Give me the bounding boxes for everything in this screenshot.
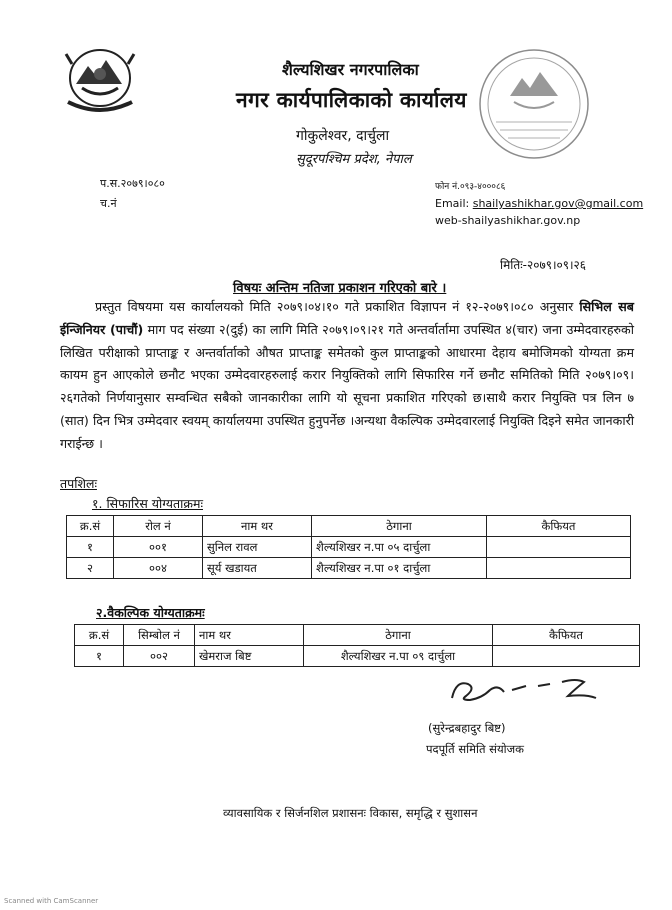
col-header: रोल नं [114, 516, 203, 537]
cell-sn: २ [67, 558, 114, 579]
col-header: ठेगाना [304, 625, 493, 646]
cell-remarks [493, 646, 640, 667]
office-name: नगर कार्यपालिकाको कार्यालय [236, 88, 467, 112]
table-row [75, 646, 640, 667]
col-header: नाम थर [195, 625, 304, 646]
scanner-watermark: Scanned with CamScanner [4, 897, 99, 905]
reference-number: प.स.२०७९।०८० [100, 177, 165, 190]
office-seal-stamp [474, 44, 594, 170]
letter-date: मितिः-२०७९।०९।२६ [500, 258, 587, 272]
nepal-emblem-logo [62, 44, 138, 116]
cell-symbol: ००२ [124, 646, 195, 667]
cell-sn: १ [67, 537, 114, 558]
cell-roll: ००४ [114, 558, 203, 579]
cell-sn: १ [75, 646, 124, 667]
post-title: सिभिल सब ईन्जिनियर (पाचौं) [60, 299, 634, 337]
recommended-candidates-table [66, 515, 631, 579]
table-header-row [75, 625, 640, 646]
phone-number: फोन नं.०९३-४०००८६ [435, 182, 506, 192]
table-row [67, 537, 631, 558]
email-link[interactable]: shailyashikhar.gov@gmail.com [472, 197, 644, 210]
col-header: नाम थर [203, 516, 312, 537]
dispatch-number: च.नं [100, 197, 117, 210]
body-part-1: प्रस्तुत विषयमा यस कार्यालयको मिति २०७९।०४।१० गते प्रकाशित विज्ञापन नं १२-२०७९।०८० अनुसार [95, 299, 580, 314]
cell-remarks [487, 537, 631, 558]
email-label: Email: [435, 197, 473, 210]
office-location: गोकुलेश्वर, दार्चुला [296, 128, 390, 144]
website[interactable]: web-shailyashikhar.gov.np [435, 214, 581, 227]
col-header: ठेगाना [312, 516, 487, 537]
col-header: कैफियत [487, 516, 631, 537]
handwritten-signature [446, 672, 616, 706]
municipality-name: शैल्यशिखर नगरपालिका [282, 60, 419, 79]
cell-address: शैल्यशिखर न.पा ०१ दार्चुला [312, 558, 487, 579]
cell-name: सूर्य खडायत [203, 558, 312, 579]
notice-body [60, 296, 634, 456]
cell-roll: ००१ [114, 537, 203, 558]
signatory-name: (सुरेन्द्रबहादुर बिष्ट) [428, 721, 506, 735]
details-heading: तपशिलः [60, 476, 97, 491]
table-row [67, 558, 631, 579]
col-header: सिम्बोल नं [124, 625, 195, 646]
footer-slogan: व्यावसायिक र सिर्जनशिल प्रशासनः विकास, समृद्धि र सुशासन [223, 806, 478, 820]
body-part-2: माग पद संख्या २(दुई) का लागि मिति २०७९।०९।२१ गते अन्तर्वार्तामा उपस्थित ४(चार) जना उम्मेदवारहरुको लिखित परीक्षाको प्राप्ताङ्क र अन्तर्वार्ताको औषत प्राप्ताङ्क समेतको कुल प्राप्ताङ्कको आधारमा देहाय बमोजिमको योग्यता क्रम कायम हुन आएकोले छनौट भएका उम्मेदवारहरुलाई करार नियुक्तिको लागि सिफारिस गर्ने छनौट समितिको मिति २०७९।०९।२६गतेको निर्णयानुसार सम्वन्धित सबैको जानकारीका लागि यो सूचना प्रकाशित गरिएको छ।साथै करार नियुक्ति पत्र लिन ७ (सात) दिन भित्र उम्मेदवार स्वयम् कार्यालयमा उपस्थित हुनुपर्नेछ ।अन्यथा वैकल्पिक उम्मेदवारलाई नियुक्ति दिइने समेत जानकारी गराईन्छ । [60, 321, 634, 451]
recommended-list-title: १. सिफारिस योग्यताक्रमः [92, 496, 203, 511]
cell-address: शैल्यशिखर न.पा ०५ दार्चुला [312, 537, 487, 558]
col-header: कैफियत [493, 625, 640, 646]
col-header: क्र.सं [75, 625, 124, 646]
cell-remarks [487, 558, 631, 579]
email-line [435, 197, 643, 210]
signatory-designation: पदपूर्ति समिति संयोजक [426, 742, 524, 756]
province-name: सुदूरपश्चिम प्रदेश, नेपाल [296, 152, 412, 167]
subject-line: विषयः अन्तिम नतिजा प्रकाशन गरिएको बारे । [233, 281, 447, 296]
alternate-candidates-table [74, 624, 640, 667]
cell-name: सुनिल रावल [203, 537, 312, 558]
table-header-row [67, 516, 631, 537]
alternate-list-title: २.वैकल्पिक योग्यताक्रमः [96, 605, 205, 620]
cell-name: खेमराज बिष्ट [195, 646, 304, 667]
col-header: क्र.सं [67, 516, 114, 537]
cell-address: शैल्यशिखर न.पा ०९ दार्चुला [304, 646, 493, 667]
